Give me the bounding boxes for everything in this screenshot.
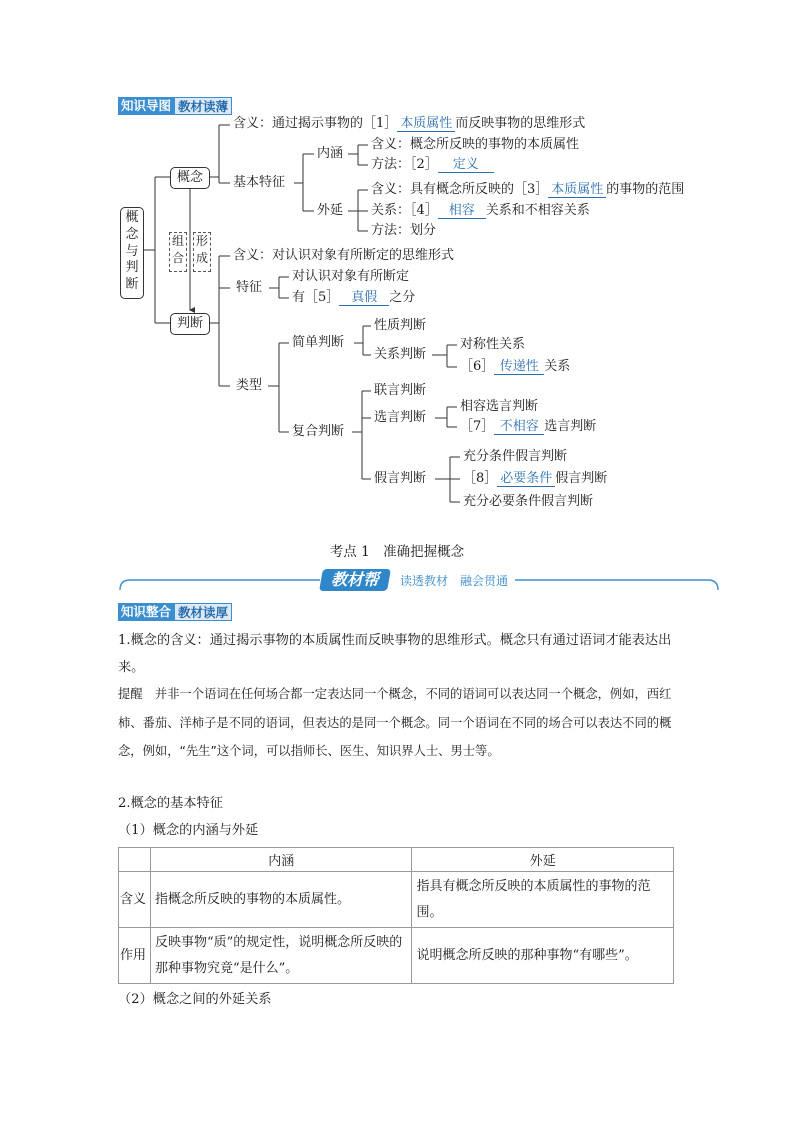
sufficient-condition: 充分条件假言判断 <box>463 449 568 464</box>
root-char: 概 <box>125 210 139 225</box>
root-char: 与 <box>125 243 139 259</box>
reminder-paragraph <box>118 680 678 766</box>
tag-read-thick: 教材读厚 <box>174 603 232 621</box>
extension-relations-heading: （2）概念之间的外延关系 <box>118 992 272 1007</box>
transitive-relation: ［6］ 传递性 关系 <box>460 359 571 374</box>
tag-knowledge-map: 知识导图 <box>118 97 174 115</box>
reminder-text: 并非一个语词在任何场合都一定表达同一个概念，不同的语词可以表达同一个概念，例如，西红柿、番茄、洋柿子是不同的语词，但表达的是同一个概念。同一个语词在不同的场合可以表达不同的概念，例如，“先生”这个词，可以指师长、医生、知识界人士、男士等。 <box>118 687 672 758</box>
disjunctive-judgment: 选言判断 <box>374 410 427 425</box>
tag-knowledge-integration: 知识整合 <box>118 603 174 621</box>
compound-judgment: 复合判断 <box>292 424 345 439</box>
hypothetical-judgment: 假言判断 <box>374 471 427 486</box>
connotation-definition: 含义：概念所反映的事物的本质属性 <box>371 137 580 152</box>
feature-1: 对认识对象有所断定 <box>292 269 410 284</box>
blank-3: 本质属性 <box>548 182 606 198</box>
blank-1: 本质属性 <box>397 116 455 132</box>
connotation-method: 方法：［2］ 定义 <box>371 157 494 173</box>
form-char: 成 <box>195 251 208 265</box>
table-header: 外延 <box>412 848 674 872</box>
banner-title: 教材帮 <box>330 570 379 589</box>
symmetry-relation: 对称性关系 <box>460 337 526 352</box>
judgment-feature: 特征 <box>236 280 263 295</box>
extension: 外延 <box>317 203 344 218</box>
table-header-row <box>119 848 674 872</box>
table-cell: 反映事物“质”的规定性，说明概念所反映的那种事物究竟“是什么”。 <box>150 928 412 984</box>
blank-6: 传递性 <box>494 359 544 375</box>
judgment-node: 判断 <box>170 313 210 335</box>
table-row <box>119 928 674 984</box>
row-label: 含义 <box>119 872 151 928</box>
combine-char: 合 <box>171 251 184 265</box>
simple-judgment: 简单判断 <box>292 335 345 350</box>
judgment-definition: 含义：对认识对象有所断定的思维形式 <box>233 248 455 263</box>
table-cell: 指概念所反映的事物的本质属性。 <box>150 872 412 928</box>
concept-node: 概念 <box>170 167 210 189</box>
concept-meaning-paragraph: 1.概念的含义：通过揭示事物的本质属性而反映事物的思维形式。概念只有通过语词才能表达出来。 <box>118 633 672 675</box>
compatible-disjunctive: 相容选言判断 <box>460 399 539 414</box>
necessary-condition: ［8］ 必要条件 假言判断 <box>463 471 608 486</box>
extension-relation: 关系：［4］ 相容 关系和不相容关系 <box>371 203 590 218</box>
tag-read-thin: 教材读薄 <box>174 97 232 115</box>
sufficient-necessary-condition: 充分必要条件假言判断 <box>463 494 594 509</box>
extension-definition: 含义：具有概念所反映的［3］ 本质属性 的事物的范围 <box>371 182 685 197</box>
conjunctive-judgment: 联言判断 <box>374 383 427 398</box>
feature-2: 有［5］ 真假 之分 <box>292 290 416 305</box>
connotation-extension-heading: （1）概念的内涵与外延 <box>118 823 259 838</box>
blank-8: 必要条件 <box>497 471 555 487</box>
table-row <box>119 872 674 928</box>
blank-7: 不相容 <box>494 419 544 435</box>
extension-method: 方法：划分 <box>371 223 437 238</box>
form-char: 形 <box>195 234 208 248</box>
blank-4: 相容 <box>438 203 486 219</box>
root-char: 判 <box>125 260 139 276</box>
connotation-extension-table <box>118 847 674 984</box>
reminder-label: 提醒 <box>118 687 143 701</box>
table-header <box>119 848 151 872</box>
section-title: 考点 1 准确把握概念 <box>329 544 465 560</box>
basic-features: 基本特征 <box>233 175 286 190</box>
banner-subtitle: 读透教材 融会贯通 <box>400 574 509 588</box>
table-cell: 说明概念所反映的那种事物“有哪些”。 <box>412 928 674 984</box>
connotation: 内涵 <box>317 146 344 161</box>
blank-5: 真假 <box>339 290 389 306</box>
incompatible-disjunctive: ［7］ 不相容 选言判断 <box>460 419 597 434</box>
combine-char: 组 <box>171 234 184 248</box>
row-label: 作用 <box>119 928 151 984</box>
property-judgment: 性质判断 <box>374 318 427 333</box>
concept-definition: 含义：通过揭示事物的［1］ 本质属性 而反映事物的思维形式 <box>233 116 586 131</box>
judgment-types: 类型 <box>236 378 263 393</box>
basic-features-heading: 2.概念的基本特征 <box>118 796 223 811</box>
root-char: 念 <box>125 226 139 242</box>
relation-judgment: 关系判断 <box>374 347 427 362</box>
table-cell: 指具有概念所反映的本质属性的事物的范围。 <box>412 872 674 928</box>
blank-2: 定义 <box>438 157 494 173</box>
integration-tag <box>118 603 232 621</box>
root-char: 断 <box>125 277 139 293</box>
table-header: 内涵 <box>150 848 412 872</box>
